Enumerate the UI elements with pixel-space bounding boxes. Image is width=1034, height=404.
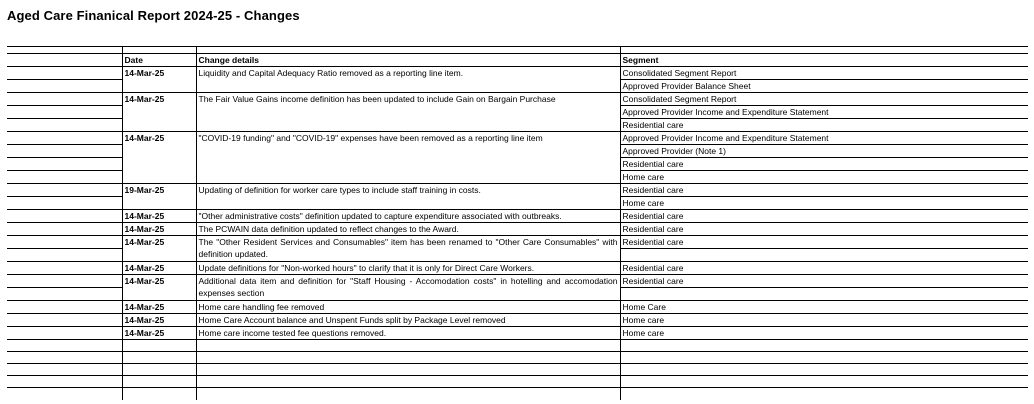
segment-name: Approved Provider Income and Expenditure Statement	[620, 106, 1028, 119]
row-label-cell	[7, 236, 122, 249]
segment-name: Approved Provider Balance Sheet	[620, 80, 1028, 93]
row-label-cell	[7, 275, 122, 288]
cell	[122, 364, 196, 376]
table-row	[7, 93, 1028, 106]
change-detail: The Fair Value Gains income definition has been updated to include Gain on Bargain Purchase	[196, 93, 620, 132]
change-date: 14-Mar-25	[122, 314, 196, 327]
cell	[122, 47, 196, 54]
cell	[620, 340, 1028, 352]
empty-row	[7, 364, 1028, 376]
cell	[196, 47, 620, 54]
table-row	[7, 210, 1028, 223]
change-detail: The "Other Resident Services and Consumables" item has been renamed to "Other Care Consumables" with definition updated.	[196, 236, 620, 262]
row-label-cell	[7, 197, 122, 210]
cell	[122, 388, 196, 400]
table-row	[7, 67, 1028, 80]
segment-name: Residential care	[620, 184, 1028, 197]
segment-empty	[620, 288, 1028, 301]
cell	[7, 364, 122, 376]
changes-table	[7, 46, 1028, 400]
segment-name: Home care	[620, 171, 1028, 184]
cell	[7, 340, 122, 352]
segment-name: Residential care	[620, 223, 1028, 236]
cell	[7, 388, 122, 400]
change-detail: Home care handling fee removed	[196, 301, 620, 314]
row-label-cell	[7, 145, 122, 158]
change-date: 14-Mar-25	[122, 262, 196, 275]
segment-name: Residential care	[620, 275, 1028, 288]
segment-name: Residential care	[620, 210, 1028, 223]
segment-name: Home Care	[620, 301, 1028, 314]
cell	[620, 47, 1028, 54]
change-detail: "COVID-19 funding" and "COVID-19" expenses have been removed as a reporting line item	[196, 132, 620, 184]
row-label-cell	[7, 210, 122, 223]
segment-name: Approved Provider Income and Expenditure Statement	[620, 132, 1028, 145]
change-detail: Home Care Account balance and Unspent Funds split by Package Level removed	[196, 314, 620, 327]
table-row	[7, 236, 1028, 249]
cell	[7, 47, 122, 54]
segment-name: Home care	[620, 197, 1028, 210]
cell	[620, 388, 1028, 400]
row-label-cell	[7, 93, 122, 106]
empty-row	[7, 376, 1028, 388]
column-header-details: Change details	[196, 54, 620, 67]
cell	[620, 376, 1028, 388]
segment-name: Residential care	[620, 262, 1028, 275]
table-row	[7, 262, 1028, 275]
change-date: 14-Mar-25	[122, 132, 196, 184]
cell	[122, 352, 196, 364]
change-date: 14-Mar-25	[122, 301, 196, 314]
row-label-cell	[7, 54, 122, 67]
cell	[196, 364, 620, 376]
row-label-cell	[7, 223, 122, 236]
column-header-date: Date	[122, 54, 196, 67]
header-row	[7, 54, 1028, 67]
row-label-cell	[7, 67, 122, 80]
cell	[196, 388, 620, 400]
change-date: 14-Mar-25	[122, 236, 196, 262]
empty-row	[7, 352, 1028, 364]
cell	[7, 376, 122, 388]
segment-name: Consolidated Segment Report	[620, 67, 1028, 80]
cell	[122, 340, 196, 352]
column-header-segment: Segment	[620, 54, 1028, 67]
row-label-cell	[7, 80, 122, 93]
row-label-cell	[7, 132, 122, 145]
table-row	[7, 275, 1028, 288]
cell	[620, 352, 1028, 364]
report-title: Aged Care Finanical Report 2024-25 - Changes	[7, 8, 300, 23]
row-label-cell	[7, 184, 122, 197]
row-label-cell	[7, 171, 122, 184]
segment-name: Home care	[620, 327, 1028, 340]
row-label-cell	[7, 327, 122, 340]
change-detail: Liquidity and Capital Adequacy Ratio removed as a reporting line item.	[196, 67, 620, 93]
segment-name: Consolidated Segment Report	[620, 93, 1028, 106]
segment-name: Home care	[620, 314, 1028, 327]
empty-row	[7, 340, 1028, 352]
change-detail: Update definitions for "Non-worked hours" to clarify that it is only for Direct Care Workers.	[196, 262, 620, 275]
cell	[196, 352, 620, 364]
segment-empty	[620, 249, 1028, 262]
table-row	[7, 184, 1028, 197]
cell	[196, 340, 620, 352]
change-date: 14-Mar-25	[122, 67, 196, 93]
segment-name: Residential care	[620, 158, 1028, 171]
segment-name: Residential care	[620, 119, 1028, 132]
row-label-cell	[7, 249, 122, 262]
change-detail: Additional data item and definition for "Staff Housing - Accomodation costs" in hotelling and accomodation expenses section	[196, 275, 620, 301]
table-row	[7, 132, 1028, 145]
change-detail: Home care income tested fee questions removed.	[196, 327, 620, 340]
cell	[7, 352, 122, 364]
change-date: 14-Mar-25	[122, 210, 196, 223]
cell	[620, 364, 1028, 376]
table-row	[7, 223, 1028, 236]
change-detail: "Other administrative costs" definition updated to capture expenditure associated with outbreaks.	[196, 210, 620, 223]
spacer-row	[7, 47, 1028, 54]
change-detail: Updating of definition for worker care types to include staff training in costs.	[196, 184, 620, 210]
segment-name: Approved Provider (Note 1)	[620, 145, 1028, 158]
table-row	[7, 301, 1028, 314]
change-detail: The PCWAIN data definition updated to reflect changes to the Award.	[196, 223, 620, 236]
row-label-cell	[7, 262, 122, 275]
cell	[122, 376, 196, 388]
change-date: 14-Mar-25	[122, 93, 196, 132]
row-label-cell	[7, 106, 122, 119]
cell	[196, 376, 620, 388]
row-label-cell	[7, 314, 122, 327]
row-label-cell	[7, 288, 122, 301]
change-date: 19-Mar-25	[122, 184, 196, 210]
change-date: 14-Mar-25	[122, 327, 196, 340]
row-label-cell	[7, 158, 122, 171]
table-row	[7, 314, 1028, 327]
segment-name: Residential care	[620, 236, 1028, 249]
empty-row	[7, 388, 1028, 400]
table-row	[7, 327, 1028, 340]
change-date: 14-Mar-25	[122, 223, 196, 236]
row-label-cell	[7, 119, 122, 132]
change-date: 14-Mar-25	[122, 275, 196, 301]
row-label-cell	[7, 301, 122, 314]
